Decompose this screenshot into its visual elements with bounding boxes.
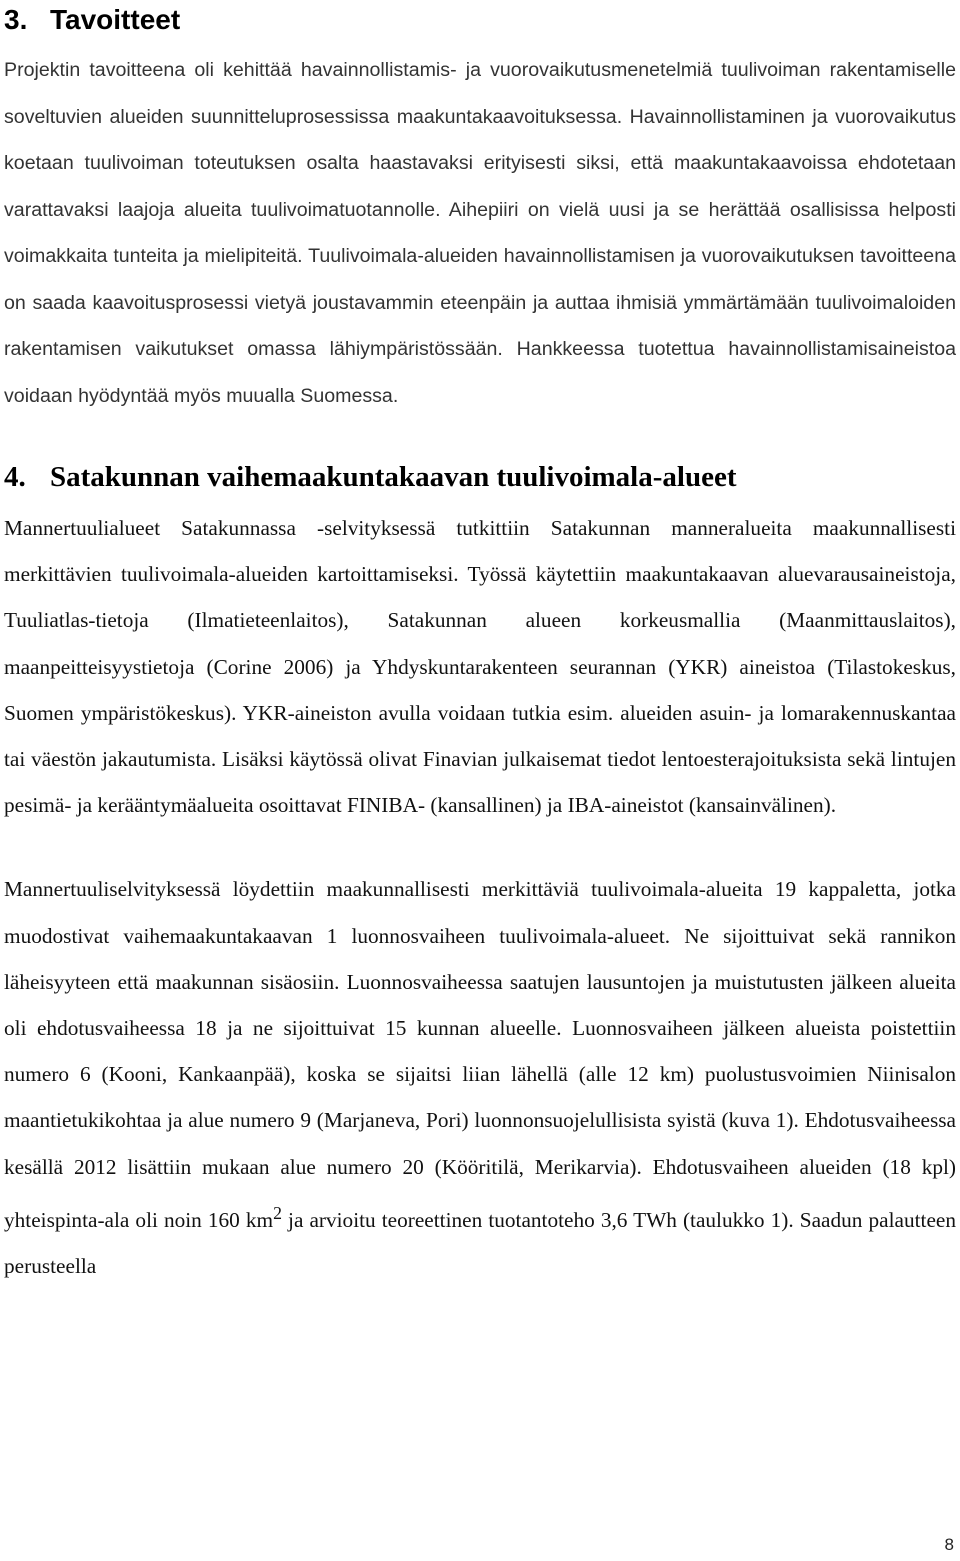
section-4-title: Satakunnan vaihemaakuntakaavan tuulivoimala-alueet — [50, 461, 737, 493]
document-page — [4, 0, 956, 1289]
section-3-paragraph: Projektin tavoitteena oli kehittää havainnollistamis- ja vuorovaikutusmenetelmiä tuulivoiman rakentamiselle soveltuvien alueiden suunnitteluprosessissa maakuntakaavoituksessa. Havainnollistaminen ja vuorovaikutus koetaan tuulivoiman toteutuksen osalta haastavaksi erityisesti siksi, että maakuntakaavoissa ehdotetaan varattavaksi laajoja alueita tuulivoimatuotannolle. Aihepiiri on vielä uusi ja se herättää osallisissa helposti voimakkaita tunteita ja mielipiteitä. Tuulivoimala-alueiden havainnollistamisen ja vuorovaikutuksen tavoitteena on saada kaavoitusprosessi vietyä joustavammin eteenpäin ja auttaa ihmisiä ymmärtämään tuulivoimaloiden rakentamisen vaikutukset omassa lähiympäristössään. Hankkeessa tuotettua havainnollistamisaineistoa voidaan hyödyntää myös muualla Suomessa. — [4, 59, 956, 407]
section-3-heading — [4, 0, 956, 40]
section-4-paragraph-2 — [4, 866, 956, 1289]
paragraph-2-text-end: ja arvioitu teoreettinen tuotantoteho 3,6 TWh (taulukko 1). Saadun palautteen perusteella — [4, 1207, 956, 1279]
section-3-title: Tavoitteet — [50, 4, 181, 35]
area-unit-superscript: 2 — [273, 1202, 282, 1223]
paragraph-2-text-start: Mannertuuliselvityksessä löydettiin maakunnallisesti merkittäviä tuulivoimala-alueita 19 kappaletta, jotka muodostivat vaihemaakuntakaavan 1 luonnosvaiheen tuulivoimala-alueet. Ne sijoittuivat sekä rannikon läheisyyteen että maakunnan sisäosiin. Luonnosvaiheessa saatujen lausuntojen ja muistutusten jälkeen alueita oli ehdotusvaiheessa 18 ja ne sijoittuivat 15 kunnan alueelle. Luonnosvaiheen jälkeen alueista poistettiin numero 6 (Kooni, Kankaanpää), koska se sijaitsi liian lähellä (alle 12 km) puolustusvoimien Niinisalon maantietukikohtaa ja alue numero 9 (Marjaneva, Pori) luonnonsuojelullisista syistä (kuva 1). Ehdotusvaiheessa kesällä 2012 lisättiin mukaan alue numero 20 (Kööritilä, Merikarvia). Ehdotusvaiheen alueiden (18 kpl) yhteispinta-ala oli noin 160 km — [4, 877, 956, 1232]
paragraph-gap — [4, 828, 956, 866]
section-4-heading — [4, 457, 956, 497]
section-4-paragraph-1: Mannertuulialueet Satakunnassa -selvityksessä tutkittiin Satakunnan manneralueita maakunnallisesti merkittävien tuulivoimala-alueiden kartoittamiseksi. Työssä käytettiin maakuntakaavan aluevarausaineistoja, Tuuliatlas-tietoja (Ilmatieteenlaitos), Satakunnan alueen korkeusmallia (Maanmittauslaitos), maanpeitteisyystietoja (Corine 2006) ja Yhdyskuntarakenteen seurannan (YKR) aineistoa (Tilastokeskus, Suomen ympäristökeskus). YKR-aineiston avulla voidaan tutkia esim. alueiden asuin- ja lomarakennuskantaa tai väestön jakautumista. Lisäksi käytössä olivat Finavian julkaisemat tiedot lentoesterajoituksista sekä lintujen pesimä- ja kerääntymäalueita osoittavat FINIBA- (kansallinen) ja IBA-aineistot (kansainvälinen). — [4, 516, 956, 818]
page-number: 8 — [944, 1535, 954, 1554]
section-4-number: 4. — [4, 461, 26, 493]
section-3-number: 3. — [4, 4, 28, 35]
